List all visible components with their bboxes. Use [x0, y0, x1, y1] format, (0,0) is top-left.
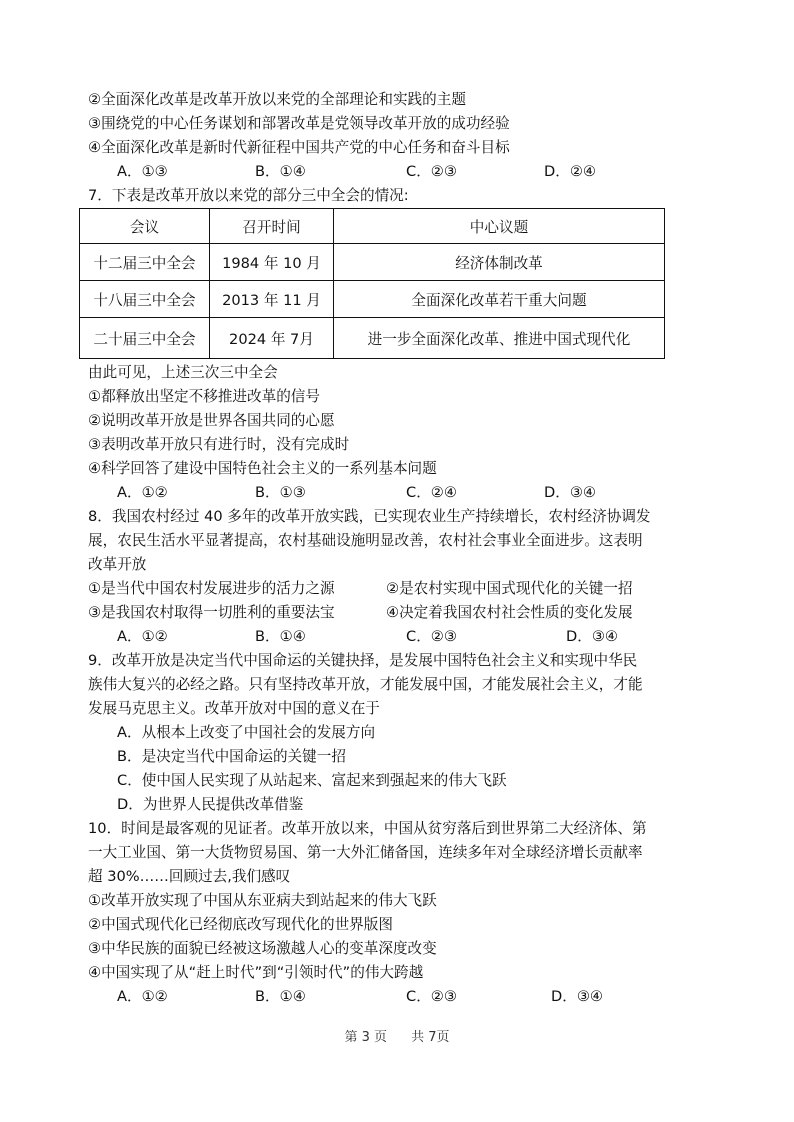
- q9-stem-line: 9．改革开放是决定当代中国命运的关键抉择，是发展中国特色社会主义和实现中华民: [88, 652, 638, 669]
- q10-options: [117, 985, 717, 1009]
- table-cell: 全面深化改革若干重大问题: [334, 281, 665, 318]
- q8-options: [117, 625, 717, 649]
- q8-option-b: B．①④: [255, 628, 306, 645]
- table-header-cell: 召开时间: [210, 209, 334, 244]
- q8-statement-row: [88, 577, 708, 601]
- table-cell: 经济体制改革: [334, 244, 665, 281]
- q7-options: [117, 481, 717, 505]
- q8-option-d: D．③④: [566, 628, 618, 645]
- q6-option-a: A．①③: [117, 163, 168, 180]
- q8-statement: ②是农村实现中国式现代化的关键一招: [386, 580, 633, 597]
- table-header-cell: 会议: [80, 209, 210, 244]
- q8-stem-line: 改革开放: [88, 556, 147, 573]
- q6-option-c: C．②③: [406, 163, 457, 180]
- table-row: [80, 244, 665, 281]
- q7-table: [79, 208, 665, 359]
- q9-stem-line: 族伟大复兴的必经之路。只有坚持改革开放，才能发展中国，才能发展社会主义，才能: [88, 676, 643, 693]
- q10-statement: ④中国实现了从“赶上时代”到“引领时代”的伟大跨越: [88, 964, 424, 981]
- q8-statement: ①是当代中国农村发展进步的活力之源: [88, 580, 335, 597]
- q7-option-d: D．③④: [544, 484, 596, 501]
- table-cell: 二十届三中全会: [80, 318, 210, 359]
- q7-option-b: B．①③: [255, 484, 306, 501]
- q9-option-a: A．从根本上改变了中国社会的发展方向: [117, 724, 376, 741]
- q10-stem-line: 10．时间是最客观的见证者。改革开放以来，中国从贫穷落后到世界第二大经济体、第: [88, 820, 647, 837]
- q9-option-c: C．使中国人民实现了从站起来、富起来到强起来的伟大飞跃: [117, 772, 507, 789]
- q7-lead: 由此可见，上述三次三中全会: [88, 364, 278, 381]
- q9-stem-line: 发展马克思主义。改革开放对中国的意义在于: [88, 700, 380, 717]
- page-total: 共 7页: [411, 1030, 450, 1045]
- q9-option-d: D．为世界人民提供改革借鉴: [117, 796, 304, 813]
- table-cell: 进一步全面深化改革、推进中国式现代化: [334, 318, 665, 359]
- q8-statement: ③是我国农村取得一切胜利的重要法宝: [88, 604, 335, 621]
- table-row: [80, 318, 665, 359]
- table-cell: 1984 年 10 月: [210, 244, 334, 281]
- q10-option-b: B．①④: [255, 988, 306, 1005]
- q6-option-b: B．①④: [255, 163, 306, 180]
- q7-statement: ④科学回答了建设中国特色社会主义的一系列基本问题: [88, 460, 437, 477]
- table-cell: 十八届三中全会: [80, 281, 210, 318]
- q10-option-a: A．①②: [117, 988, 168, 1005]
- q8-stem-line: 展，农民生活水平显著提高，农村基础设施明显改善，农村社会事业全面进步。这表明: [88, 532, 643, 549]
- q10-statement: ②中国式现代化已经彻底改写现代化的世界版图: [88, 916, 393, 933]
- q8-statement: ④决定着我国农村社会性质的变化发展: [386, 604, 633, 621]
- q7-statement: ③表明改革开放只有进行时，没有完成时: [88, 436, 350, 453]
- q6-statement-3: ③围绕党的中心任务谋划和部署改革是党领导改革开放的成功经验: [88, 115, 510, 132]
- q7-statement: ①都释放出坚定不移推进改革的信号: [88, 388, 320, 405]
- q10-statement: ③中华民族的面貌已经被这场激越人心的变革深度改变: [88, 940, 437, 957]
- q7-option-a: A．①②: [117, 484, 168, 501]
- q10-stem-line: 超 30%……回顾过去,我们感叹: [88, 868, 291, 885]
- q9-option-b: B．是决定当代中国命运的关键一招: [117, 748, 346, 765]
- q8-option-a: A．①②: [117, 628, 168, 645]
- q6-statement-2: ②全面深化改革是改革开放以来党的全部理论和实践的主题: [88, 91, 466, 108]
- q7-stem: 7．下表是改革开放以来党的部分三中全会的情况:: [88, 187, 409, 204]
- q7-option-c: C．②④: [406, 484, 457, 501]
- table-cell: 十二届三中全会: [80, 244, 210, 281]
- table-cell: 2024 年 7月: [210, 318, 334, 359]
- page-number: 第 3 页: [344, 1030, 387, 1045]
- q10-statement: ①改革开放实现了中国从东亚病夫到站起来的伟大飞跃: [88, 892, 437, 909]
- q10-option-d: D．③④: [551, 988, 603, 1005]
- q10-stem-line: 一大工业国、第一大货物贸易国、第一大外汇储备国，连续多年对全球经济增长贡献率: [88, 844, 643, 861]
- q6-option-d: D．②④: [544, 163, 596, 180]
- q8-stem-line: 8．我国农村经过 40 多年的改革开放实践，已实现农业生产持续增长，农村经济协调发: [88, 508, 651, 525]
- page-footer: [0, 1026, 794, 1045]
- table-cell: 2013 年 11 月: [210, 281, 334, 318]
- q7-statement: ②说明改革开放是世界各国共同的心愿: [88, 412, 335, 429]
- table-header-row: [80, 209, 665, 244]
- q8-statement-row: [88, 601, 708, 625]
- table-header-cell: 中心议题: [334, 209, 665, 244]
- q10-option-c: C．②③: [406, 988, 457, 1005]
- q6-statement-4: ④全面深化改革是新时代新征程中国共产党的中心任务和奋斗目标: [88, 139, 510, 156]
- q8-option-c: C．②③: [406, 628, 457, 645]
- q6-options: [117, 160, 717, 184]
- table-row: [80, 281, 665, 318]
